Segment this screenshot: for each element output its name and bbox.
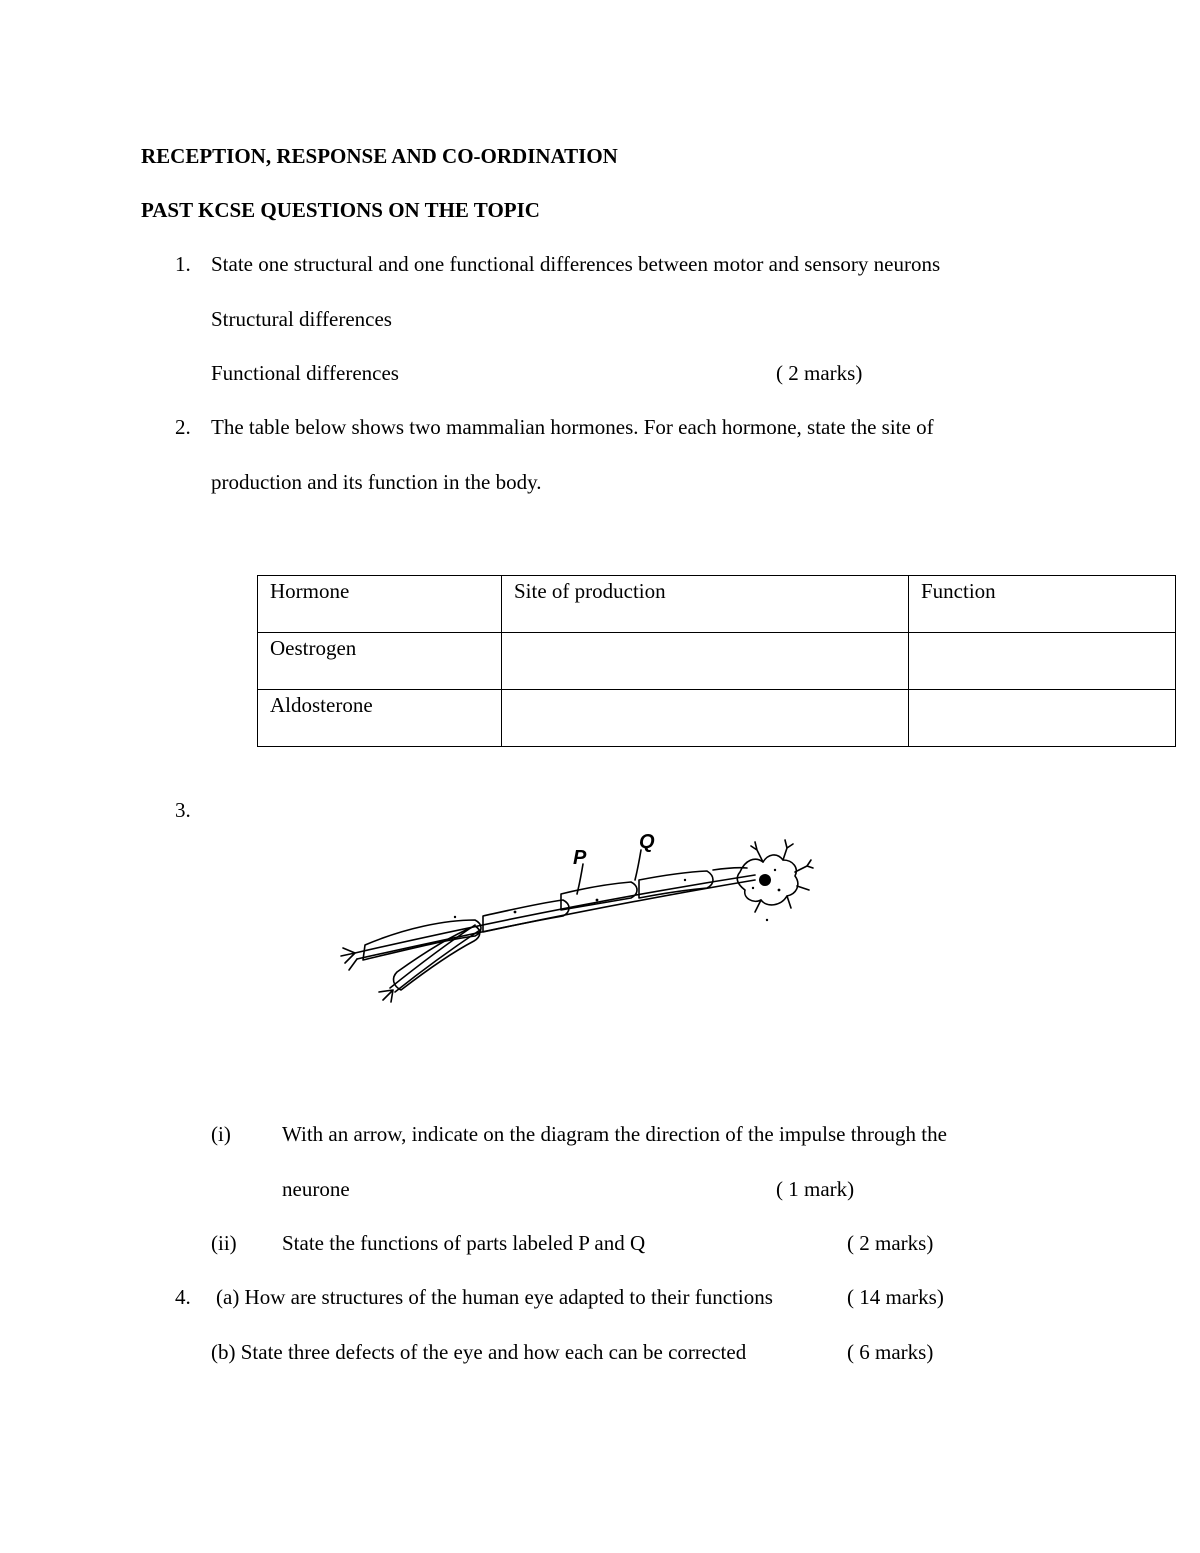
q1-number: 1. [175,252,191,276]
q1-text: State one structural and one functional differences between motor and sensory neurons [211,252,941,276]
cell-hormone-name: Oestrogen [258,633,502,690]
nucleus-icon [759,874,771,886]
cell-hormone-name: Aldosterone [258,690,502,747]
q3-number: 3. [175,798,191,822]
q3-part-i-text-line2: neurone [282,1177,350,1201]
q1-functional-label: Functional differences [211,361,399,385]
header-site-of-production: Site of production [502,576,909,633]
q4-part-a-text: (a) How are structures of the human eye adapted to their functions [216,1285,773,1309]
cell-function [909,633,1176,690]
cell-function [909,690,1176,747]
q2-number: 2. [175,415,191,439]
q3-part-i-label: (i) [211,1122,231,1146]
table-row [258,690,1176,747]
q3-part-i-text-line1: With an arrow, indicate on the diagram the direction of the impulse through the [282,1122,947,1146]
label-q: Q [639,831,655,853]
q2-text-line2: production and its function in the body. [211,470,542,494]
label-p: P [573,847,587,869]
q3-part-ii-marks: ( 2 marks) [847,1231,934,1255]
q3-part-ii-text: State the functions of parts labeled P and Q [282,1231,646,1255]
q1-marks: ( 2 marks) [776,361,863,385]
q4-part-b-marks: ( 6 marks) [847,1340,934,1364]
table-header-row [258,576,1176,633]
hormone-table [257,575,1176,747]
q4-part-b-text: (b) State three defects of the eye and how each can be corrected [211,1340,747,1364]
q3-part-ii-label: (ii) [211,1231,237,1255]
q4-number: 4. [175,1285,191,1309]
header-function: Function [909,576,1176,633]
cell-site-of-production [502,633,909,690]
neurone-diagram[interactable] [335,820,815,1020]
table-row [258,633,1176,690]
q3-part-i-marks: ( 1 mark) [776,1177,855,1201]
q2-text-line1: The table below shows two mammalian hormones. For each hormone, state the site of [211,415,934,439]
header-hormone: Hormone [258,576,502,633]
q4-part-a-marks: ( 14 marks) [847,1285,944,1309]
document-subtitle: PAST KCSE QUESTIONS ON THE TOPIC [141,198,540,222]
cell-site-of-production [502,690,909,747]
q1-structural-label: Structural differences [211,307,392,331]
document-title: RECEPTION, RESPONSE AND CO-ORDINATION [141,144,618,168]
